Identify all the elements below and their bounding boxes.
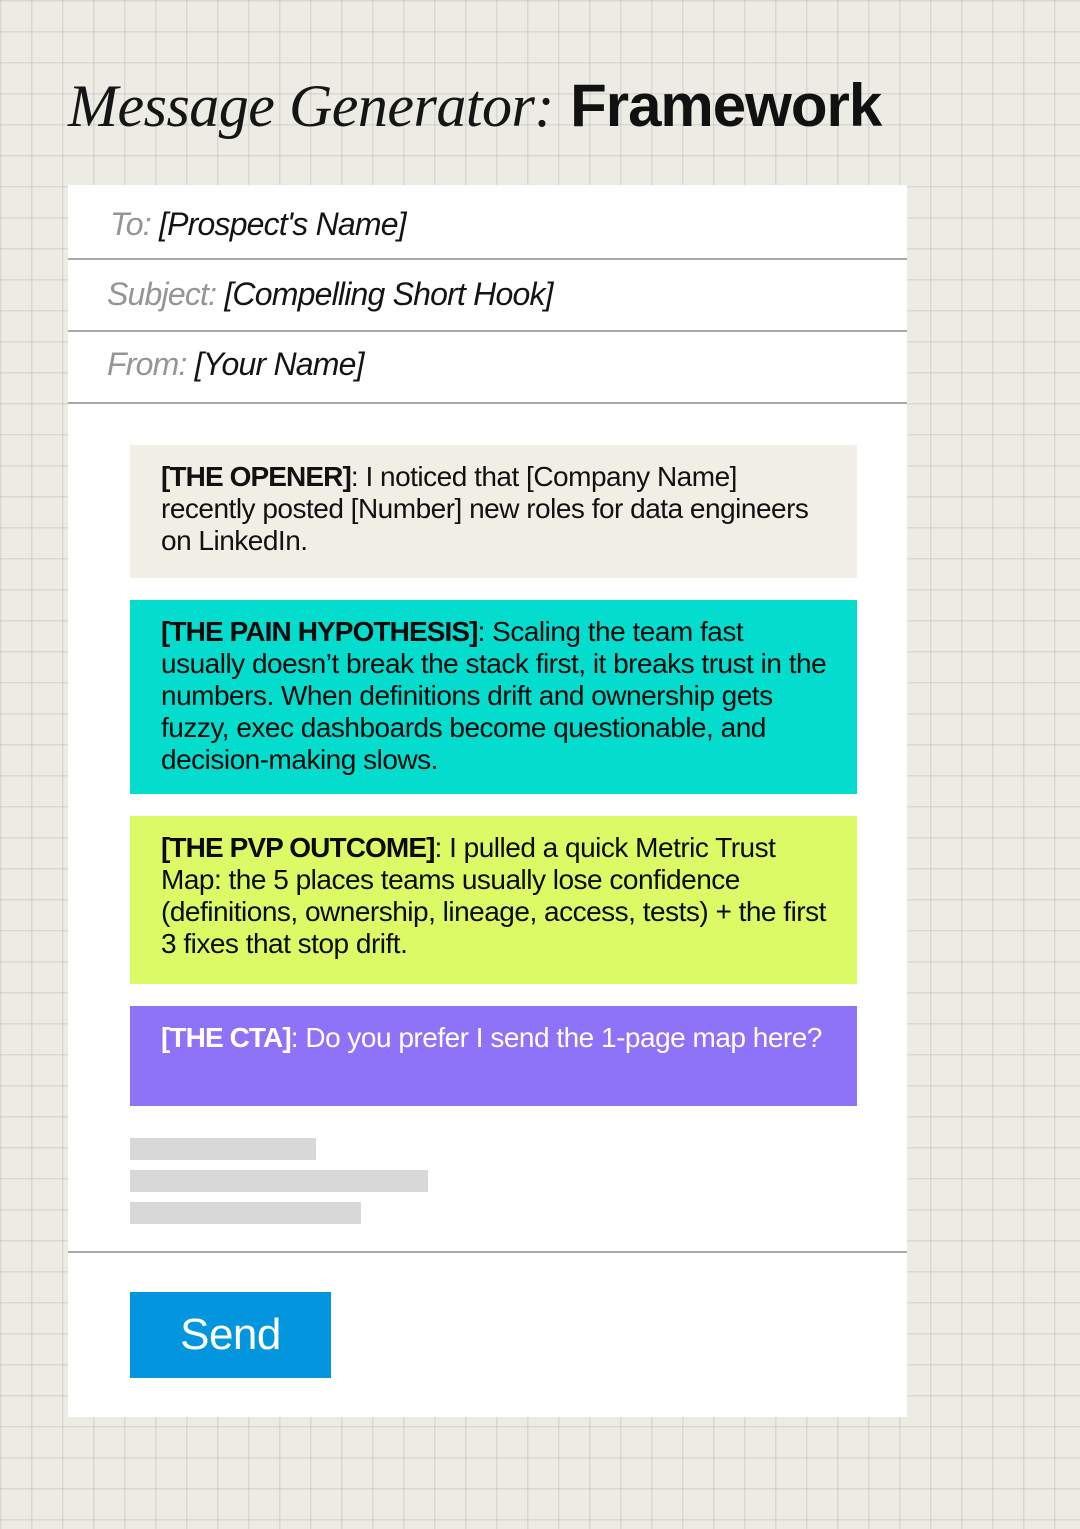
to-label: To: [110, 206, 151, 242]
to-value[interactable]: [Prospect's Name] [159, 206, 406, 242]
title-bold-part: Framework [570, 72, 882, 139]
pvp-outcome-label: [THE PVP OUTCOME] [161, 832, 435, 863]
pain-hypothesis-text: : Scaling the team fast usually doesn’t break the stack first, it breaks trust in the numbers. When definitions drift and ownership gets fuzzy, exec dashboards become questionable, and decision-making slows. [161, 616, 827, 775]
signature-placeholder-line [130, 1170, 428, 1192]
title-italic-part: Message Generator: [68, 73, 554, 139]
cta-block [130, 1006, 857, 1106]
to-field[interactable] [68, 185, 907, 260]
page-title [68, 70, 881, 142]
opener-text: : I noticed that [Company Name] recently posted [Number] new roles for data engineers on LinkedIn. [161, 461, 809, 556]
divider [68, 1251, 907, 1253]
from-value[interactable]: [Your Name] [194, 346, 364, 382]
pvp-outcome-block [130, 816, 857, 984]
pain-hypothesis-label: [THE PAIN HYPOTHESIS] [161, 616, 478, 647]
signature-placeholder-line [130, 1138, 316, 1160]
from-label: From: [107, 346, 187, 382]
send-button[interactable]: Send [130, 1292, 331, 1378]
email-compose-card [68, 185, 907, 1417]
from-field[interactable] [68, 332, 907, 404]
subject-label: Subject: [107, 276, 217, 312]
subject-field[interactable] [68, 260, 907, 332]
opener-label: [THE OPENER] [161, 461, 351, 492]
cta-label: [THE CTA] [161, 1022, 291, 1053]
pain-hypothesis-block [130, 600, 857, 794]
opener-block [130, 445, 857, 578]
signature-placeholder-line [130, 1202, 361, 1224]
cta-text: : Do you prefer I send the 1-page map here? [290, 1022, 822, 1053]
pvp-outcome-text: : I pulled a quick Metric Trust Map: the 5 places teams usually lose confidence (definitions, ownership, lineage, access, tests) + the first 3 fixes that stop drift. [161, 832, 826, 959]
subject-value[interactable]: [Compelling Short Hook] [224, 276, 553, 312]
